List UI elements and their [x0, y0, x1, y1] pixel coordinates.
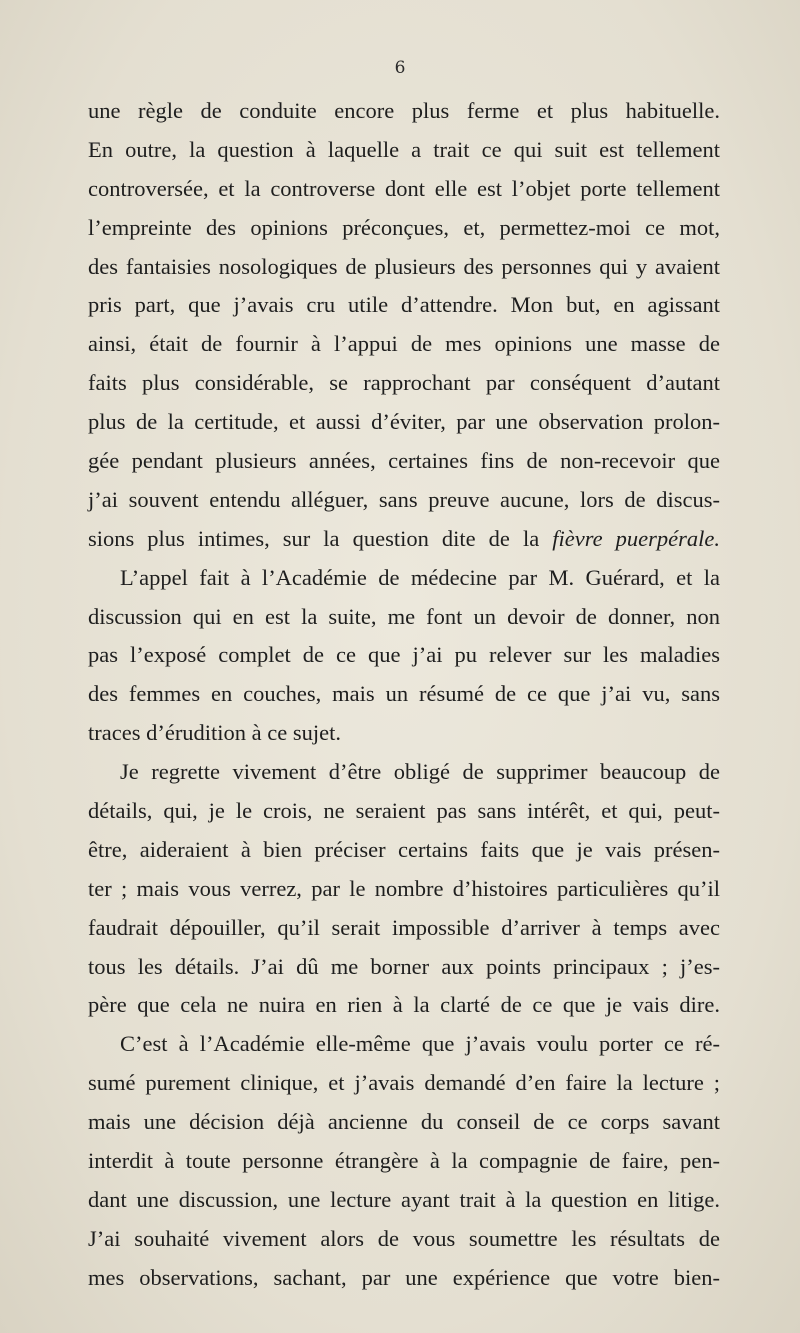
text-line-content: des femmes en couches, mais un résumé de ce que j’ai vu, sans — [88, 681, 720, 707]
text-line-content: ainsi, était de fournir à l’appui de mes opinions une masse de — [88, 331, 720, 357]
text-line — [88, 1025, 720, 1064]
text-line-content: être, aideraient à bien préciser certains faits que je vais présen- — [88, 836, 720, 862]
text-line — [88, 1220, 720, 1259]
text-line — [88, 403, 720, 442]
text-line-content: C’est à l’Académie elle-même que j’avais voulu porter ce ré- — [120, 1031, 720, 1057]
text-line-content: plus de la certitude, et aussi d’éviter, par une observation prolon- — [88, 409, 720, 435]
italic-term: fièvre puerpérale. — [552, 525, 720, 551]
text-line — [88, 753, 720, 792]
text-line — [88, 870, 720, 909]
text-line-content: discussion qui en est la suite, me font un devoir de donner, non — [88, 603, 720, 629]
text-line-content: j’ai souvent entendu alléguer, sans preuve aucune, lors de discus- — [88, 486, 720, 512]
text-line-content: ter ; mais vous verrez, par le nombre d’histoires particulières qu’il — [88, 875, 720, 901]
text-line-content: interdit à toute personne étrangère à la compagnie de faire, pen- — [88, 1148, 720, 1174]
text-line — [88, 131, 720, 170]
text-line-content: Je regrette vivement d’être obligé de supprimer beaucoup de — [120, 759, 720, 785]
text-line — [88, 1103, 720, 1142]
text-line — [88, 714, 720, 753]
text-line — [88, 986, 720, 1025]
text-line — [88, 675, 720, 714]
text-line-content: pas l’exposé complet de ce que j’ai pu relever sur les maladies — [88, 642, 720, 668]
text-line-content: sumé purement clinique, et j’avais demandé d’en faire la lecture ; — [88, 1070, 720, 1096]
text-line — [88, 286, 720, 325]
text-line — [88, 559, 720, 598]
text-line — [88, 520, 720, 559]
text-line-content: sions plus intimes, sur la question dite de la — [88, 525, 553, 551]
text-line — [88, 792, 720, 831]
text-line-content: pris part, que j’avais cru utile d’attendre. Mon but, en agissant — [88, 292, 720, 318]
text-line-content: père que cela ne nuira en rien à la clarté de ce que je vais dire. — [88, 992, 720, 1018]
text-line — [88, 1259, 720, 1298]
text-line-content: L’appel fait à l’Académie de médecine par M. Guérard, et la — [120, 564, 720, 590]
text-line — [88, 481, 720, 520]
text-line-content: faits plus considérable, se rapprochant par conséquent d’autant — [88, 370, 720, 396]
text-line — [88, 636, 720, 675]
text-line-content: gée pendant plusieurs années, certaines fins de non-recevoir que — [88, 448, 720, 474]
text-line-content: détails, qui, je le crois, ne seraient pas sans intérêt, et qui, peut- — [88, 798, 720, 824]
text-line — [88, 1181, 720, 1220]
text-line — [88, 364, 720, 403]
text-line-content: controversée, et la controverse dont elle est l’objet porte tellement — [88, 175, 720, 201]
text-line-content: mais une décision déjà ancienne du conseil de ce corps savant — [88, 1109, 720, 1135]
text-line — [88, 909, 720, 948]
text-line-content: mes observations, sachant, par une expérience que votre bien- — [88, 1264, 720, 1290]
text-line — [88, 209, 720, 248]
text-line — [88, 325, 720, 364]
page-number: 6 — [394, 58, 406, 78]
text-line-content: tous les détails. J’ai dû me borner aux points principaux ; j’es- — [88, 953, 720, 979]
text-line-content: En outre, la question à laquelle a trait ce qui suit est tellement — [88, 136, 720, 162]
text-line — [88, 1064, 720, 1103]
body-text — [88, 92, 720, 1298]
text-line-content: l’empreinte des opinions préconçues, et, permettez-moi ce mot, — [88, 214, 720, 240]
text-line — [88, 442, 720, 481]
text-line-content: traces d’érudition à ce sujet. — [88, 720, 342, 746]
text-line — [88, 831, 720, 870]
text-line — [88, 170, 720, 209]
text-line-content: faudrait dépouiller, qu’il serait impossible d’arriver à temps avec — [88, 914, 720, 940]
text-line — [88, 92, 720, 131]
text-line — [88, 948, 720, 987]
text-line — [88, 598, 720, 637]
text-line — [88, 1142, 720, 1181]
text-line-content: une règle de conduite encore plus ferme et plus habituelle. — [88, 98, 720, 123]
text-line-content: des fantaisies nosologiques de plusieurs des personnes qui y avaient — [88, 253, 720, 279]
text-line-content: dant une discussion, une lecture ayant trait à la question en litige. — [88, 1186, 720, 1212]
text-line-content: J’ai souhaité vivement alors de vous soumettre les résultats de — [88, 1225, 720, 1251]
text-line — [88, 248, 720, 287]
